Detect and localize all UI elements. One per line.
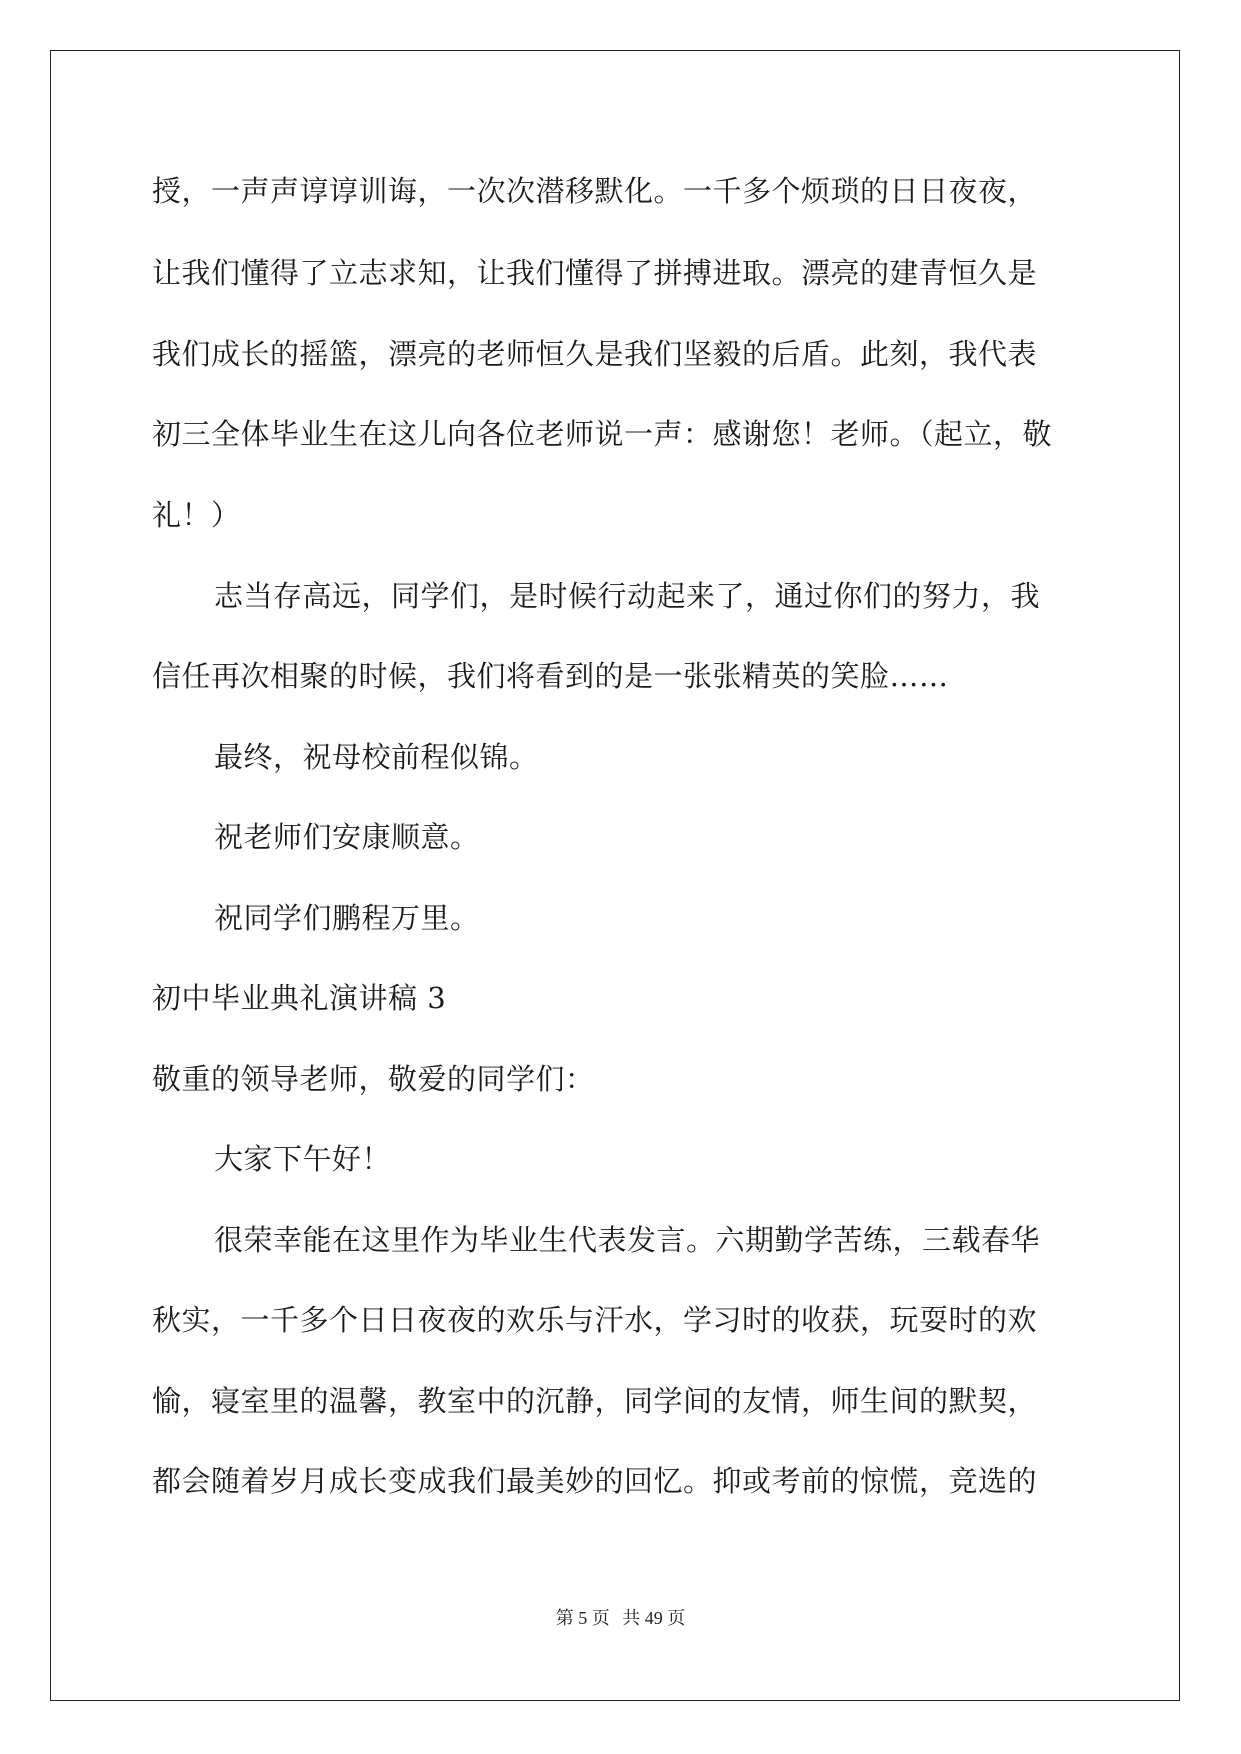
body-line: 礼！） <box>152 498 241 532</box>
body-line: 都会随着岁月成长变成我们最美妙的回忆。抑或考前的惊慌，竞选的 <box>152 1464 1038 1498</box>
body-line: 让我们懂得了立志求知，让我们懂得了拼搏进取。漂亮的建青恒久是 <box>152 256 1038 290</box>
paragraph-first-line: 很荣幸能在这里作为毕业生代表发言。六期勤学苦练，三载春华 <box>214 1223 1041 1257</box>
paragraph-first-line: 祝同学们鹏程万里。 <box>214 901 480 935</box>
paragraph-first-line: 志当存高远，同学们，是时候行动起来了，通过你们的努力，我 <box>214 579 1041 613</box>
page-total: 共 49 页 <box>622 1608 686 1628</box>
body-line: 我们成长的摇篮，漂亮的老师恒久是我们坚毅的后盾。此刻，我代表 <box>152 337 1038 371</box>
body-line: 初三全体毕业生在这儿向各位老师说一声：感谢您！老师。（起立，敬 <box>152 417 1053 451</box>
salutation: 敬重的领导老师，敬爱的同学们： <box>152 1062 595 1096</box>
paragraph-first-line: 祝老师们安康顺意。 <box>214 820 480 854</box>
page-border <box>50 50 1180 1701</box>
body-line: 信任再次相聚的时候，我们将看到的是一张张精英的笑脸…… <box>152 659 949 693</box>
page-footer <box>0 1606 1241 1630</box>
body-line: 秋实，一千多个日日夜夜的欢乐与汗水，学习时的收获，玩耍时的欢 <box>152 1303 1038 1337</box>
section-heading: 初中毕业典礼演讲稿 3 <box>152 981 447 1015</box>
paragraph-first-line: 最终，祝母校前程似锦。 <box>214 740 539 774</box>
page-number: 第 5 页 <box>555 1608 610 1628</box>
greeting: 大家下午好！ <box>214 1142 392 1176</box>
body-line: 愉，寝室里的温馨，教室中的沉静，同学间的友情，师生间的默契， <box>152 1384 1038 1418</box>
body-line: 授，一声声谆谆训诲，一次次潜移默化。一千多个烦琐的日日夜夜， <box>152 174 1038 208</box>
